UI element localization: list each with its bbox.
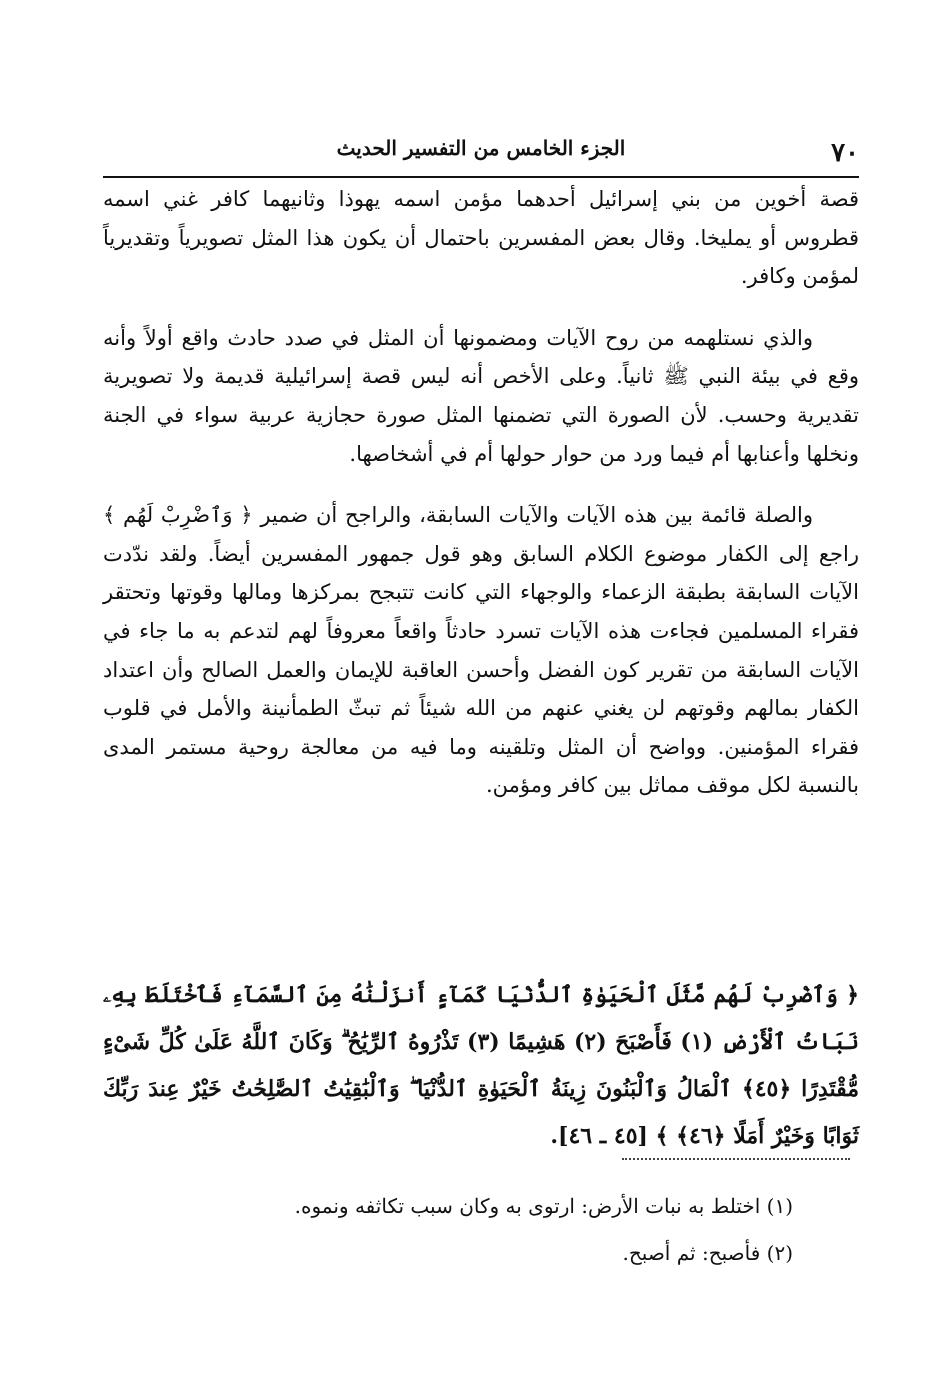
footnote-separator	[622, 1158, 850, 1160]
footnote-2: (٢) فأصبح: ثم أصبح.	[622, 1241, 793, 1265]
footnotes	[103, 1183, 793, 1277]
paragraph-1: قصة أخوين من بني إسرائيل أحدهما مؤمن اسمه يهوذا وثانيهما كافر غني اسمه قطروس أو يمليخا. وقال بعض المفسرين باحتمال أن يكون هذا المثل تصويرياً وتقديرياً لمؤمن وكافر.	[103, 187, 859, 289]
body-text	[103, 180, 859, 805]
paragraph-3: والصلة قائمة بين هذه الآيات والآيات السابقة، والراجح أن ضمير ﴿ وَٱضْرِبْ لَهُم ﴾ راجع إلى الكفار موضوع الكلام السابق وهو قول جمهور المفسرين أيضاً. ولقد ندّدت الآيات السابقة بطبقة الزعماء والوجهاء التي كانت تتبجح بمركزها ومالها وقوتها وتحتقر فقراء المسلمين فجاءت هذه الآيات تسرد حادثاً واقعاً معروفاً لهم لتدعم به ما جاء في الآيات السابقة من تقرير كون الفضل وأحسن العاقبة للإيمان والعمل الصالح وأن اعتداد الكفار بمالهم وقوتهم لن يغني عنهم من الله شيئاً ثم تبثّ الطمأنينة والأمل في قلوب فقراء المؤمنين. وواضح أن المثل وتلقينه وما فيه من معالجة روحية مستمر المدى بالنسبة لكل موقف مماثل بين كافر ومؤمن.	[103, 503, 859, 798]
page-header	[103, 134, 859, 170]
page-number: ٧٠	[831, 138, 859, 168]
running-title: الجزء الخامس من التفسير الحديث	[336, 136, 626, 160]
footnote-1: (١) اختلط به نبات الأرض: ارتوى به وكان سبب تكاثفه ونموه.	[294, 1194, 793, 1218]
header-rule	[103, 176, 859, 178]
paragraph-2: والذي نستلهمه من روح الآيات ومضمونها أن المثل في صدد حادث واقع أولاً وأنه وقع في بيئة النبي ﷺ ثانياً. وعلى الأخص أنه ليس قصة إسرائيلية قديمة ولا تصويرية تقديرية وحسب. لأن الصورة التي تضمنها المثل صورة حجازية عربية سواء في الجنة ونخلها وأعنابها أم فيما ورد من حوار حولها أم في أشخاصها.	[103, 325, 859, 466]
quran-verse: ﴿ وَٱضْرِبْ لَهُم مَّثَلَ ٱلْحَيَوٰةِ ٱلدُّنْيَا كَمَآءٍ أَنزَلْنَٰهُ مِنَ ٱلسَّمَآءِ فَٱخْتَلَطَ بِهِۦ نَبَاتُ ٱلْأَرْضِ (١) فَأَصْبَحَ (٢) هَشِيمًا (٣) تَذْرُوهُ ٱلرِّيَٰحُ ۗ وَكَانَ ٱللَّهُ عَلَىٰ كُلِّ شَىْءٍ مُّقْتَدِرًا ﴿٤٥﴾ ٱلْمَالُ وَٱلْبَنُونَ زِينَةُ ٱلْحَيَوٰةِ ٱلدُّنْيَا ۖ وَٱلْبَٰقِيَٰتُ ٱلصَّٰلِحَٰتُ خَيْرٌ عِندَ رَبِّكَ ثَوَابًا وَخَيْرٌ أَمَلًا ﴿٤٦﴾ ﴾ [٤٥ ـ ٤٦].	[103, 982, 860, 1149]
